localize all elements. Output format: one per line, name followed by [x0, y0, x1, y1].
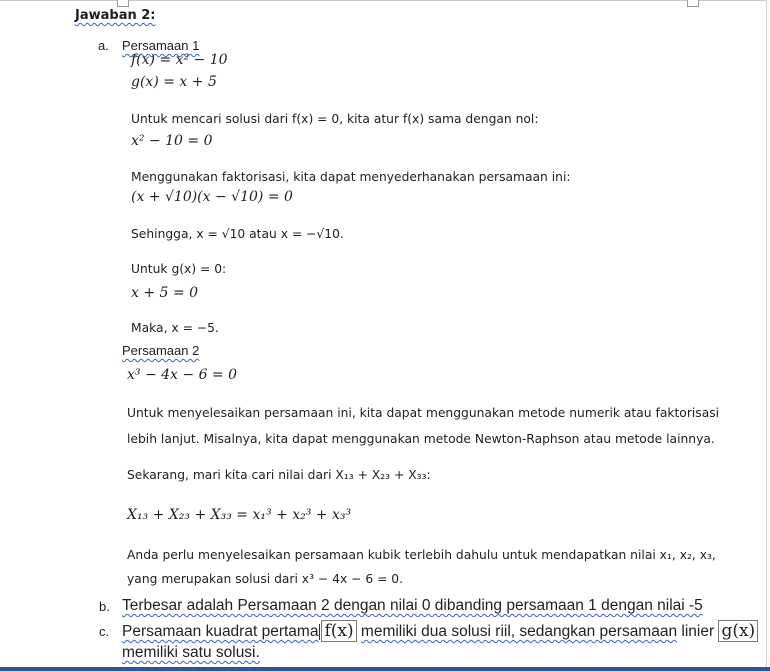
p1-text-factor: Menggunakan faktorisasi, kita dapat menyederhanakan persamaan ini: [131, 170, 571, 184]
f-definition: f(x) = x² − 10 [131, 52, 228, 68]
p1-equation-2: (x + √10)(x − √10) = 0 [131, 189, 293, 205]
answer-c-part-3: linier [681, 623, 715, 640]
page-top-border [0, 0, 770, 5]
answer-c-part-2: memiliki dua solusi riil, sedangkan persamaan [360, 623, 678, 640]
p2-text-2: lebih lanjut. Misalnya, kita dapat menggunakan metode Newton-Raphson atau metode lainnya. [127, 432, 715, 446]
answer-c-line-1 [122, 621, 758, 641]
p1-equation-1: x² − 10 = 0 [131, 133, 213, 149]
list-marker-a: a. [98, 38, 109, 53]
ruler-marker-right [687, 0, 699, 7]
persamaan1-title: Persamaan 1 [122, 38, 200, 53]
scrollbar-track[interactable] [766, 0, 770, 667]
list-marker-c: c. [99, 624, 110, 639]
answer-c-part-1: Persamaan kuadrat pertama [122, 623, 319, 640]
answer-heading: Jawaban 2: [75, 8, 156, 23]
answer-c-line-2: memiliki satu solusi. [122, 644, 260, 661]
p1-result: Sehingga, x = √10 atau x = −√10. [131, 227, 344, 241]
p2-text-3: Sekarang, mari kita cari nilai dari X₁₃ + X₂₃ + X₃₃: [127, 468, 431, 482]
g-definition: g(x) = x + 5 [131, 74, 217, 90]
list-marker-b: b. [99, 599, 110, 614]
answer-c-fx: f(x) [321, 620, 356, 642]
persamaan2-title: Persamaan 2 [122, 343, 200, 358]
g-text: Untuk g(x) = 0: [131, 262, 227, 276]
p2-text-5: yang merupakan solusi dari x³ − 4x − 6 = 0. [127, 572, 404, 586]
g-result: Maka, x = −5. [131, 321, 219, 335]
taskbar-strip [0, 667, 770, 671]
p2-text-4: Anda perlu menyelesaikan persamaan kubik terlebih dahulu untuk mendapatkan nilai x₁, x₂, x₃, [127, 548, 716, 562]
answer-c-gx: g(x) [718, 620, 758, 642]
p2-equation-sum: X₁₃ + X₂₃ + X₃₃ = x₁³ + x₂³ + x₃³ [127, 507, 352, 523]
g-equation: x + 5 = 0 [131, 285, 198, 301]
p2-text-1: Untuk menyelesaikan persamaan ini, kita dapat menggunakan metode numerik atau faktorisasi [127, 406, 720, 420]
p1-text-solve: Untuk mencari solusi dari f(x) = 0, kita atur f(x) sama dengan nol: [131, 112, 539, 126]
answer-b-text: Terbesar adalah Persamaan 2 dengan nilai 0 dibanding persamaan 1 dengan nilai -5 [122, 597, 703, 614]
p2-equation: x³ − 4x − 6 = 0 [127, 367, 238, 383]
ruler-marker [117, 0, 129, 7]
